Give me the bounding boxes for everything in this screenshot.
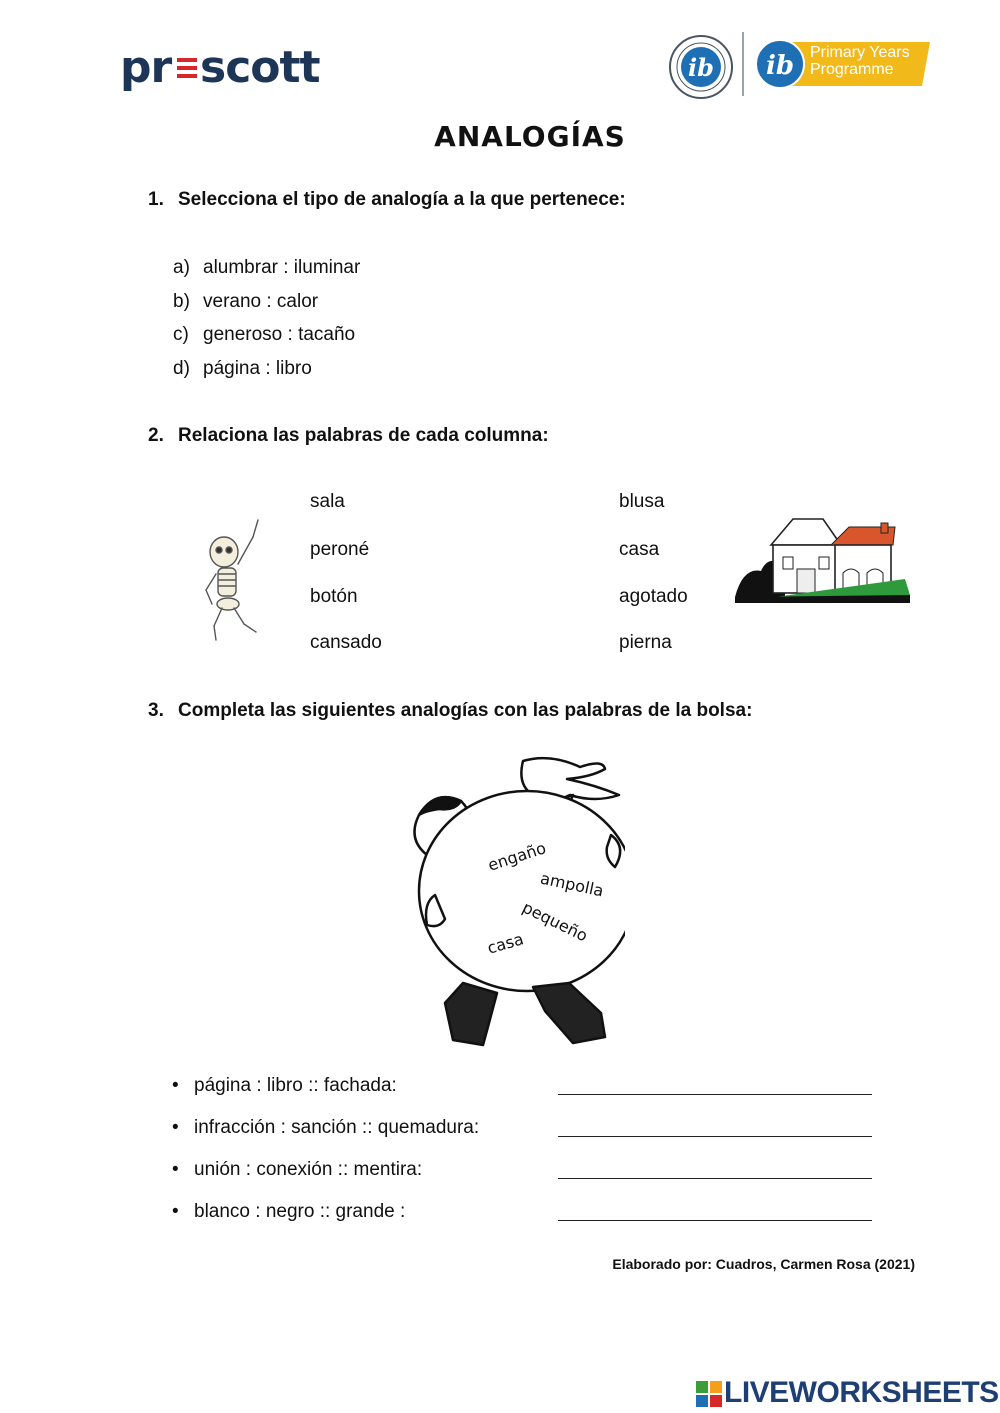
q1-option-c[interactable]	[173, 324, 355, 346]
q3-item	[172, 1075, 397, 1097]
bag-word: casa	[485, 929, 526, 958]
q3-item-text: unión : conexión :: mentira:	[194, 1159, 423, 1180]
pyp-line2: Programme	[810, 61, 894, 78]
svg-text:scott: scott	[200, 42, 320, 93]
author-credit: Elaborado por: Cuadros, Carmen Rosa (2021)	[612, 1256, 915, 1272]
logo-divider	[742, 32, 744, 96]
q2-right-word[interactable]: pierna	[619, 632, 672, 653]
q3-heading-text: Completa las siguientes analogías con las palabras de la bolsa:	[178, 700, 753, 721]
bag-illustration	[405, 755, 625, 1055]
page-title: ANALOGÍAS	[434, 120, 626, 153]
bullet-icon: •	[172, 1201, 179, 1222]
q1-heading-text: Selecciona el tipo de analogía a la que pertenece:	[178, 189, 626, 210]
answer-blank[interactable]	[558, 1220, 872, 1221]
q2-number: 2.	[148, 425, 164, 446]
option-letter: b)	[173, 291, 190, 312]
option-letter: a)	[173, 257, 190, 278]
answer-blank[interactable]	[558, 1094, 872, 1095]
q3-item-text: blanco : negro :: grande :	[194, 1201, 406, 1222]
q3-number: 3.	[148, 700, 164, 721]
option-text: verano : calor	[203, 291, 319, 312]
q3-item-text: página : libro :: fachada:	[194, 1075, 397, 1096]
liveworksheets-logo-icon	[696, 1381, 722, 1407]
q1-heading	[148, 189, 626, 211]
option-text: página : libro	[203, 358, 312, 379]
q3-item	[172, 1159, 422, 1181]
q3-item	[172, 1201, 405, 1223]
pyp-label	[810, 44, 910, 78]
answer-blank[interactable]	[558, 1136, 872, 1137]
liveworksheets-brand[interactable]: LIVEWORKSHEETS	[724, 1376, 999, 1409]
q1-option-b[interactable]	[173, 291, 318, 313]
answer-blank[interactable]	[558, 1178, 872, 1179]
q2-left-word[interactable]: peroné	[310, 539, 370, 560]
q1-option-a[interactable]	[173, 257, 360, 279]
option-letter: d)	[173, 358, 190, 379]
svg-text:ib: ib	[765, 51, 795, 81]
q2-right-word[interactable]: blusa	[619, 491, 665, 512]
bullet-icon: •	[172, 1075, 179, 1096]
q1-number: 1.	[148, 189, 164, 210]
q2-right-word[interactable]: casa	[619, 539, 660, 560]
option-letter: c)	[173, 324, 189, 345]
svg-text:ib: ib	[688, 53, 714, 82]
q2-right-word[interactable]: agotado	[619, 586, 688, 607]
ib-world-school-seal	[668, 34, 734, 100]
q2-left-word[interactable]: cansado	[310, 632, 382, 653]
bullet-icon: •	[172, 1159, 179, 1180]
q3-item	[172, 1117, 479, 1139]
bag-word: ampolla	[538, 868, 606, 901]
q3-item-text: infracción : sanción :: quemadura:	[194, 1117, 480, 1138]
svg-text:pr: pr	[120, 42, 172, 93]
bag-word: engaño	[485, 838, 549, 875]
q2-left-word[interactable]: sala	[310, 491, 345, 512]
bullet-icon: •	[172, 1117, 179, 1138]
option-text: generoso : tacaño	[203, 324, 356, 345]
q3-heading	[148, 700, 752, 722]
bag-word: pequeño	[519, 897, 591, 946]
skeleton-illustration	[198, 512, 272, 646]
pyp-line1: Primary Years	[810, 44, 910, 61]
prescott-logo	[120, 40, 320, 100]
q2-left-word[interactable]: botón	[310, 586, 358, 607]
q2-heading	[148, 425, 549, 447]
q2-heading-text: Relaciona las palabras de cada columna:	[178, 425, 549, 446]
q1-option-d[interactable]	[173, 358, 312, 380]
house-illustration	[735, 515, 910, 603]
option-text: alumbrar : iluminar	[203, 257, 361, 278]
